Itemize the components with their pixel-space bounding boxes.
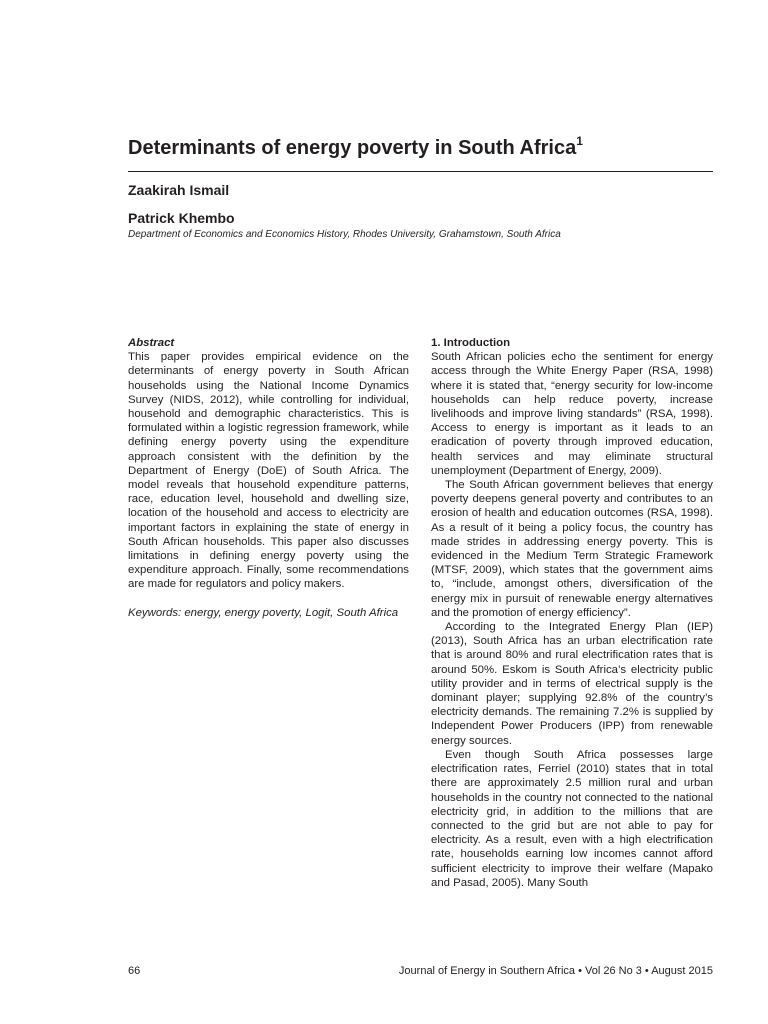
body-paragraph: According to the Integrated Energy Plan (IEP) (2013), South Africa has an urban electrification rate that is around 80% and rural electrification rates that is around 50%. Eskom is South Africa’s electricity public utility provider and in terms of electrical supply is the dominant player; supplying 92.8% of the country’s electricity demands. The remaining 7.2% is supplied by Independent Power Producers (IPP) from renewable energy sources.: [431, 621, 713, 747]
abstract-heading: Abstract: [128, 337, 175, 349]
keywords: Keywords: energy, energy poverty, Logit, South Africa: [128, 606, 399, 619]
body-paragraph: Even though South Africa possesses large electrification rates, Ferriel (2010) states that in total there are approximately 2.5 million rural and urban households in the country not connected to the national electricity grid, in addition to the millions that are connected to the grid but are not able to pay for electricity. As a result, even with a high electrification rate, households earning low incomes cannot afford sufficient electricity to improve their welfare (Mapako and Pasad, 2005). Many South: [431, 748, 713, 889]
paper-title: [128, 135, 728, 161]
title-footnote-marker: 1: [576, 134, 583, 148]
author-affiliation: Department of Economics and Economics History, Rhodes University, Grahamstown, South Africa: [128, 229, 561, 240]
paper-title-text: Determinants of energy poverty in South Africa: [128, 137, 577, 159]
right-column: [431, 336, 713, 890]
abstract-text: This paper provides empirical evidence on the determinants of energy poverty in South African households using the National Income Dynamics Survey (NIDS, 2012), while controlling for individual, household and demographic characteristics. This is formulated within a logistic regression framework, while defining energy poverty using the expenditure approach consistent with the definition by the Department of Energy (DoE) of South Africa. The model reveals that household expenditure patterns, race, education level, household and dwelling size, location of the household and access to electricity are important factors in explaining the state of energy in South African households. This paper also discusses limitations in defining energy poverty using the expenditure approach. Finally, some recommendations are made for regulators and policy makers.: [128, 351, 409, 591]
body-paragraph: The South African government believes that energy poverty deepens general poverty and contributes to an erosion of health and education outcomes (RSA, 1998). As a result of it being a policy focus, the country has made strides in addressing energy poverty. This is evidenced in the Medium Term Strategic Framework (MTSF, 2009), which states that the government aims to, “include, amongst others, diversification of the energy mix in pursuit of renewable energy alternatives and the promotion of energy efficiency”.: [431, 479, 713, 619]
body-paragraph: South African policies echo the sentiment for energy access through the White Energy Paper (RSA, 1998) where it is stated that, “energy security for low-income households can help reduce poverty, increase livelihoods and improve living standards” (RSA, 1998). Access to energy is important as it leads to an eradication of poverty through improved education, health services and may eliminate structural unemployment (Department of Energy, 2009).: [431, 351, 713, 477]
journal-citation: Journal of Energy in Southern Africa • Vol 26 No 3 • August 2015: [398, 965, 713, 977]
page-number: 66: [128, 965, 141, 977]
section-heading-introduction: 1. Introduction: [431, 337, 511, 349]
left-column: [128, 336, 409, 620]
title-rule: [128, 171, 713, 172]
author-name: Patrick Khembo: [128, 210, 235, 226]
author-name: Zaakirah Ismail: [128, 182, 230, 198]
